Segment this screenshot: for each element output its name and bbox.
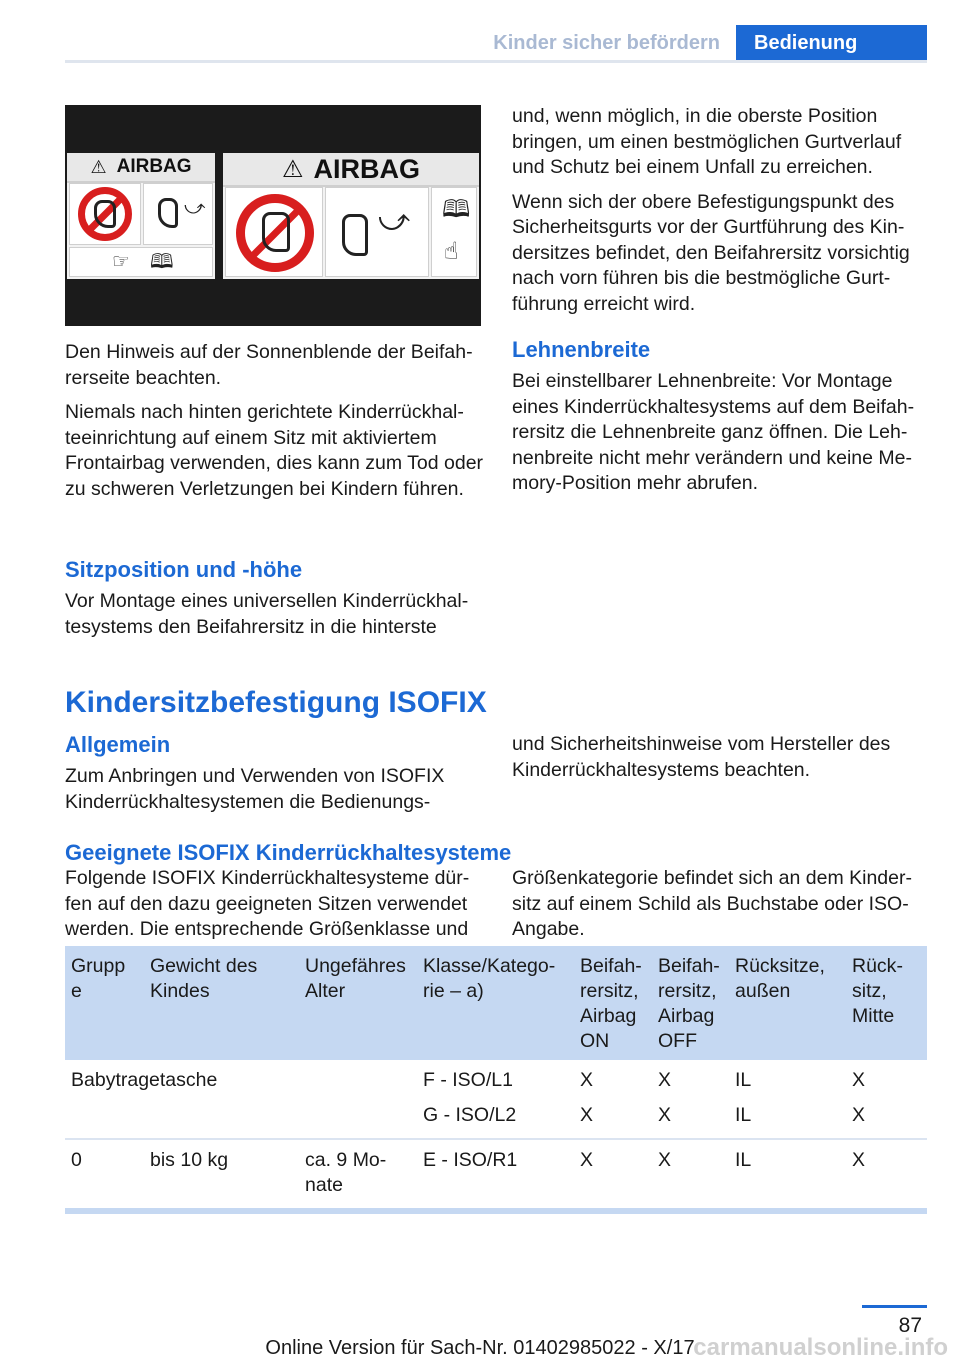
cell-klasse-a: F - ISO/L1 [423, 1069, 513, 1091]
cell-mitte-a: X [852, 1069, 866, 1091]
allgemein-right-text [512, 732, 930, 783]
airbag-label-large-title [223, 153, 479, 187]
right-column-text [512, 104, 930, 317]
header-chapter-tab: Bedienung [736, 25, 927, 63]
geeignet-right-text [512, 866, 930, 943]
manual-reference-cell [431, 187, 477, 277]
airbag-label-large-text: AIRBAG [313, 153, 420, 184]
manual-reference-cell [69, 247, 213, 277]
col-header-gewicht: Gewicht des Kindes [144, 946, 299, 1060]
airbag-deploy-cell [143, 183, 213, 245]
cell-klasse [417, 1060, 574, 1139]
manual-book-icon: 🕮 [442, 196, 471, 223]
cell-airbag-off-b: X [658, 1104, 672, 1126]
sitzposition-paragraph: Vor Montage eines universellen Kinderrückhaltesystems den Beifahrersitz in die hinterste [65, 590, 469, 638]
rear-facing-warning: Niemals nach hinten gerichtete Kinderrückhalteeinrichtung auf einem Sitz mit aktiviertem Frontairbag verwenden, dies kann zum Tod oder zu schweren Verletzungen bei Kindern führen. [65, 401, 484, 500]
front-seat-icon [342, 214, 368, 256]
allgemein-left-text [65, 764, 485, 815]
cell-airbag-off-a: X [658, 1069, 672, 1091]
sunvisor-note: Den Hinweis auf der Sonnenblende der Beifahrerseite beachten. [65, 341, 473, 389]
header-section-title: Kinder sicher befördern [493, 32, 720, 54]
heading-allgemein: Allgemein [65, 732, 171, 757]
page-number-rule [862, 1305, 927, 1308]
manual-book-icon: 🕮 [150, 251, 174, 273]
child-seat-icon [262, 212, 290, 252]
heading-geeignete-systeme: Geeignete ISOFIX Kinderrückhaltesysteme [65, 840, 512, 865]
heading-sitzposition: Sitzposition und -höhe [65, 557, 303, 582]
col-header-alter: Ungefähres Alter [299, 946, 417, 1060]
cell-mitte-b: X [852, 1104, 866, 1126]
cell-gewicht: bis 10 kg [144, 1139, 299, 1211]
cell-aussen: IL [729, 1139, 846, 1211]
allgemein-left-paragraph: Zum Anbringen und Verwenden von ISOFIX Kinderrückhaltesystemen die Bedienungs- [65, 765, 445, 813]
heading-lehnenbreite: Lehnenbreite [512, 337, 651, 362]
page-number: 87 [898, 1314, 922, 1337]
cell-aussen-b: IL [735, 1104, 752, 1126]
table-header-row [65, 946, 927, 1060]
table-row [65, 1139, 927, 1211]
airbag-burst-icon: ⤻ [378, 204, 411, 237]
cell-airbag-off [652, 1060, 729, 1139]
airbag-label-small [67, 153, 215, 279]
col-header-airbag-off: Beifahrersitz, Airbag OFF [652, 946, 729, 1060]
col-header-airbag-on: Beifahrersitz, Airbag ON [574, 946, 652, 1060]
belt-position-paragraph: und, wenn möglich, in die oberste Position bringen, um einen bestmöglichen Gurtverlauf und Schutz bei einem Unfall zu erreichen. [512, 105, 902, 178]
watermark: carmanualsonline.info [693, 1334, 948, 1361]
allgemein-right-paragraph: und Sicherheitshinweise vom Hersteller des Kinderrückhaltesystems beachten. [512, 733, 891, 781]
no-rear-facing-seat-cell [69, 183, 141, 245]
cell-klasse: E - ISO/R1 [417, 1139, 574, 1211]
child-seat-icon [94, 200, 116, 228]
airbag-label-small-text: AIRBAG [116, 156, 192, 177]
col-header-klasse: Klasse/Kategorie – a) [417, 946, 574, 1060]
belt-anchor-paragraph: Wenn sich der obere Befestigungspunkt des Sicherheitsgurts vor der Gurtführung des Kindersitzes befindet, den Beifahrersitz vorsichtig nach vorn führen bis die bestmögliche Gurtführung erreicht wird. [512, 190, 910, 315]
cell-airbag-on-b: X [580, 1104, 594, 1126]
airbag-label-large [223, 153, 479, 279]
cell-alter: ca. 9 Monate [299, 1139, 417, 1211]
heading-isofix: Kindersitzbefestigung ISOFIX [65, 686, 487, 719]
geeignet-left-paragraph: Folgende ISOFIX Kinderrückhaltesysteme dürfen auf den dazu geeigneten Sitzen verwendet werden. Die entsprechende Größenklasse und [65, 867, 470, 940]
airbag-deploy-cell [325, 187, 429, 277]
front-seat-icon [158, 198, 178, 228]
lehnenbreite-text [512, 369, 930, 497]
header-rule [65, 60, 927, 63]
online-version-footer: Online Version für Sach-Nr. 01402985022 - X/17 [265, 1337, 695, 1359]
geeignet-right-paragraph: Größenkategorie befindet sich an dem Kindersitz auf einem Schild als Buchstabe oder ISO-Angabe. [512, 867, 912, 940]
warning-triangle-icon: ⚠ [281, 155, 304, 183]
col-header-gruppe: Grupp e [65, 946, 144, 1060]
airbag-label-small-title [67, 153, 215, 183]
pointing-hand-icon: ☝ [444, 238, 459, 265]
isofix-table [65, 946, 927, 1214]
cell-mitte [846, 1060, 927, 1139]
cell-aussen [729, 1060, 846, 1139]
cell-mitte: X [846, 1139, 927, 1211]
cell-airbag-on [574, 1060, 652, 1139]
no-rear-facing-seat-cell [225, 187, 323, 277]
airbag-burst-icon: ⤻ [184, 197, 206, 219]
airbag-warning-photo [65, 105, 481, 326]
left-column-text [65, 340, 485, 502]
cell-klasse-b: G - ISO/L2 [423, 1104, 517, 1126]
col-header-ruecksitz-mitte: Rücksitz, Mitte [846, 946, 927, 1060]
cell-gruppe: 0 [65, 1139, 144, 1211]
sitzposition-text [65, 589, 485, 640]
cell-aussen-a: IL [735, 1069, 752, 1091]
cell-airbag-off: X [652, 1139, 729, 1211]
cell-airbag-on-a: X [580, 1069, 594, 1091]
pointing-hand-icon: ☞ [112, 251, 130, 273]
warning-triangle-icon: ⚠ [90, 156, 107, 177]
table-row [65, 1060, 927, 1139]
geeignet-left-text [65, 866, 485, 943]
cell-airbag-on: X [574, 1139, 652, 1211]
lehnenbreite-paragraph: Bei einstellbarer Lehnenbreite: Vor Montage eines Kinderrückhaltesystems auf dem Beifahrersitz die Lehnenbreite ganz öffnen. Die Lehnenbreite nicht mehr verändern und keine Memory-Position mehr abrufen. [512, 370, 915, 494]
cell-gruppe: Babytragetasche [65, 1060, 417, 1139]
col-header-ruecksitze-aussen: Rücksitze, außen [729, 946, 846, 1060]
